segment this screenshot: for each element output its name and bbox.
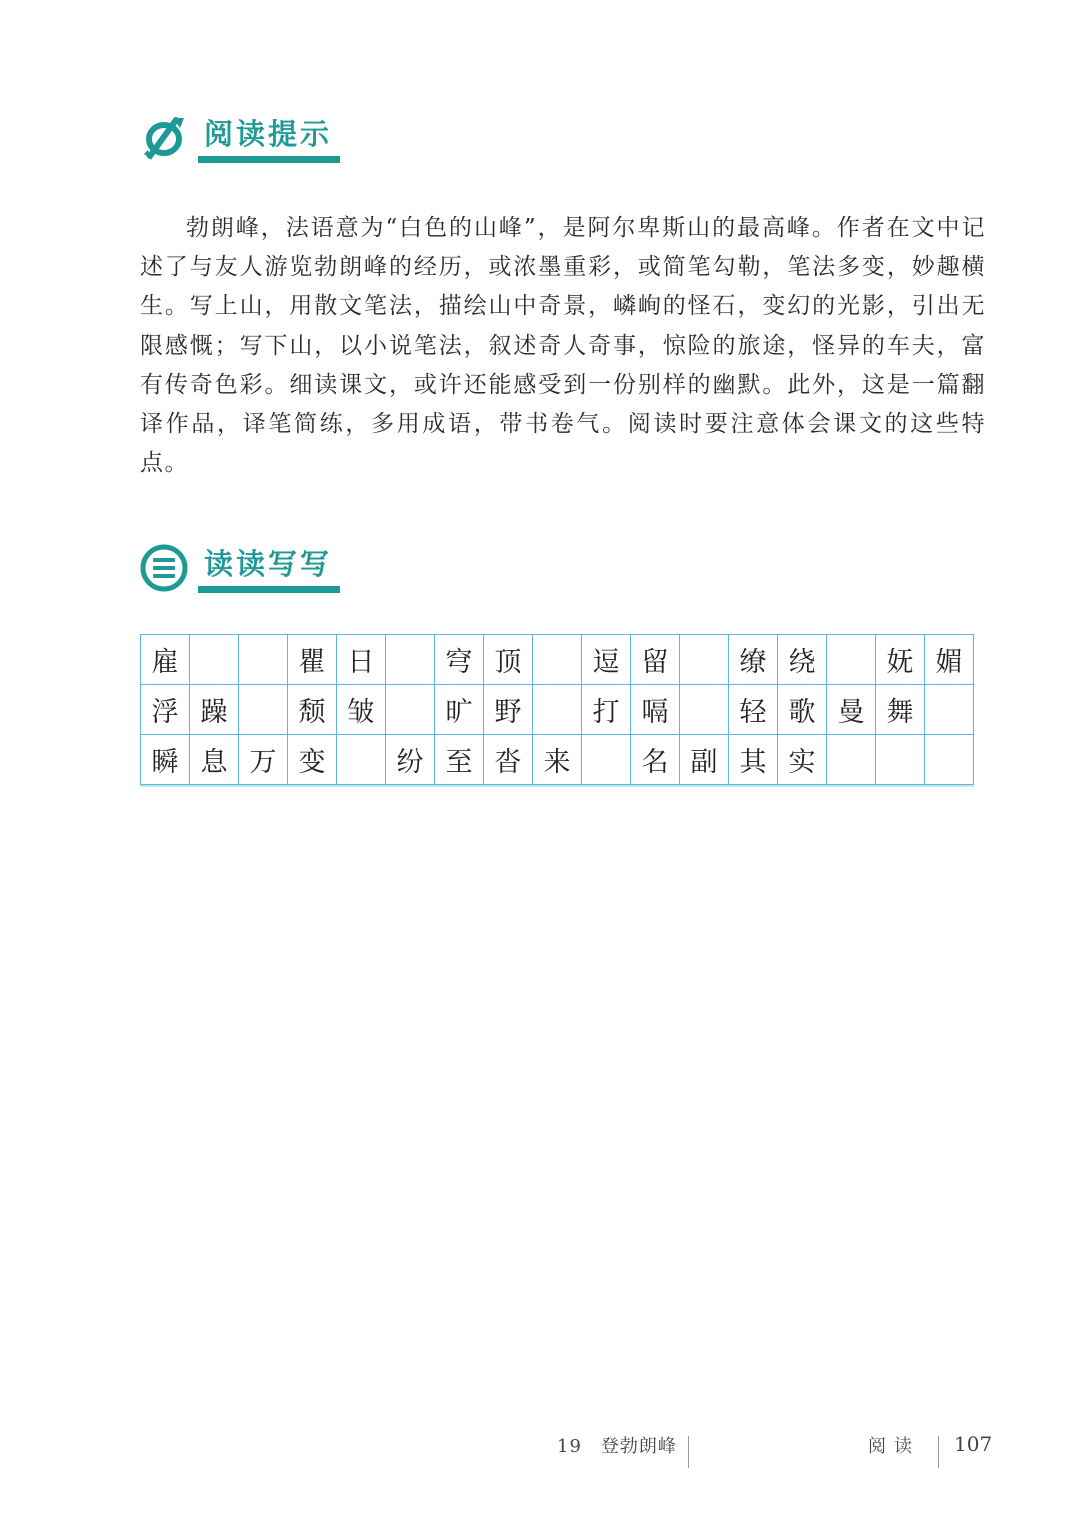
grid-cell: [533, 635, 582, 685]
grid-cell: [680, 685, 729, 735]
grid-cell: [337, 735, 386, 785]
grid-cell: [386, 635, 435, 685]
grid-cell: 躁: [190, 685, 239, 735]
grid-cell: 绕: [778, 635, 827, 685]
grid-cell: [386, 685, 435, 735]
grid-cell: [925, 735, 974, 785]
grid-cell: [876, 735, 925, 785]
grid-row: [141, 685, 974, 735]
grid-cell: 野: [484, 685, 533, 735]
grid-cell: 瞬: [141, 735, 190, 785]
grid-cell: 妩: [876, 635, 925, 685]
grid-cell: 至: [435, 735, 484, 785]
grid-cell: 缭: [729, 635, 778, 685]
page-number: 107: [954, 1432, 993, 1456]
grid-cell: 顶: [484, 635, 533, 685]
grid-cell: 媚: [925, 635, 974, 685]
footer-section-name: 阅读: [868, 1436, 920, 1457]
grid-cell: 歌: [778, 685, 827, 735]
grid-row: [141, 635, 974, 685]
grid-cell: 打: [582, 685, 631, 735]
grid-cell: [680, 635, 729, 685]
grid-cell: 轻: [729, 685, 778, 735]
read-write-icon: [140, 544, 188, 592]
grid-cell: [239, 635, 288, 685]
read-write-title: 读读写写: [204, 547, 333, 581]
read-write-title-wrap: [204, 542, 332, 593]
grid-cell: 留: [631, 635, 680, 685]
grid-cell: [239, 685, 288, 735]
grid-cell: 来: [533, 735, 582, 785]
grid-cell: 舞: [876, 685, 925, 735]
grid-row: [141, 735, 974, 785]
grid-cell: 颓: [288, 685, 337, 735]
grid-cell: 瞿: [288, 635, 337, 685]
reading-hint-title: 阅读提示: [204, 117, 333, 151]
grid-cell: [533, 685, 582, 735]
grid-cell: 嗝: [631, 685, 680, 735]
grid-cell: 变: [288, 735, 337, 785]
grid-cell: 曼: [827, 685, 876, 735]
grid-cell: [582, 735, 631, 785]
reading-hint-paragraph: 勃朗峰，法语意为“白色的山峰”，是阿尔卑斯山的最高峰。作者在文中记述了与友人游览勃朗峰的经历，或浓墨重彩，或简笔勾勒，笔法多变，妙趣横生。写上山，用散文笔法，描绘山中奇景，嶙峋的怪石，变幻的光影，引出无限感慨；写下山，以小说笔法，叙述奇人奇事，惊险的旅途，怪异的车夫，富有传奇色彩。细读课文，或许还能感受到一份别样的幽默。此外，这是一篇翻译作品，译笔简练，多用成语，带书卷气。阅读时要注意体会课文的这些特点。: [140, 215, 986, 477]
grid-cell: 穹: [435, 635, 484, 685]
grid-cell: 浮: [141, 685, 190, 735]
grid-cell: [925, 685, 974, 735]
grid-cell: 纷: [386, 735, 435, 785]
grid-cell: 雇: [141, 635, 190, 685]
grid-cell: 日: [337, 635, 386, 685]
grid-cell: [827, 635, 876, 685]
grid-cell: 实: [778, 735, 827, 785]
grid-cell: 息: [190, 735, 239, 785]
title-underline: [198, 586, 340, 593]
grid-cell: 沓: [484, 735, 533, 785]
footer-divider: [938, 1436, 939, 1468]
title-underline: [198, 156, 340, 163]
grid-cell: 副: [680, 735, 729, 785]
grid-cell: 旷: [435, 685, 484, 735]
reading-hint-title-wrap: [204, 112, 332, 163]
reading-hint-header: [140, 112, 332, 163]
grid-cell: 其: [729, 735, 778, 785]
reading-hint-icon: [140, 114, 188, 162]
read-write-header: [140, 542, 332, 593]
character-grid: [140, 634, 974, 785]
grid-cell: 名: [631, 735, 680, 785]
grid-cell: 逗: [582, 635, 631, 685]
footer-lesson-title: 19 登勃朗峰: [557, 1436, 677, 1457]
grid-cell: 万: [239, 735, 288, 785]
grid-cell: 皱: [337, 685, 386, 735]
grid-cell: [827, 735, 876, 785]
grid-cell: [190, 635, 239, 685]
footer-divider: [688, 1436, 689, 1468]
